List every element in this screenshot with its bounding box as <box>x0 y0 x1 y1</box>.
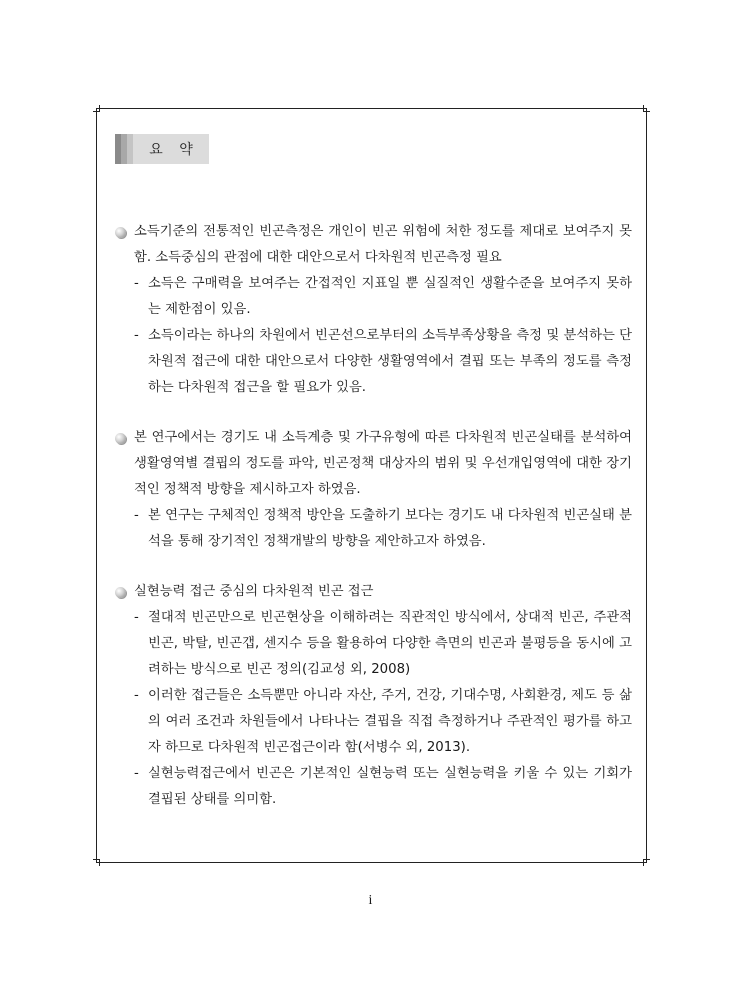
subitem-text: 소득이라는 하나의 차원에서 빈곤선으로부터의 소득부족상황을 측정 및 분석하는 단차원적 접근에 대한 대안으로서 다양한 생활영역에서 결핍 또는 부족의 정도를 측정하는 다차원적 접근을 할 필요가 있음. <box>148 328 632 395</box>
summary-section <box>112 219 632 401</box>
summary-section <box>112 425 632 555</box>
dash-marker: - <box>134 508 139 523</box>
page-number: i <box>368 893 373 908</box>
dash-marker: - <box>134 328 139 343</box>
section-subitem <box>112 271 632 323</box>
frame-corner-mark <box>643 105 650 112</box>
sphere-bullet-icon <box>115 587 126 598</box>
subitem-text: 이러한 접근들은 소득뿐만 아니라 자산, 주거, 건강, 기대수명, 사회환경, 제도 등 삶의 여러 조건과 차원들에서 나타나는 결핍을 직접 측정하거나 주관적인 평가를 하고자 하므로 다차원적 빈곤접근이라 함(서병수 외, 2013). <box>148 688 632 755</box>
subitem-text: 소득은 구매력을 보여주는 간접적인 지표일 뿐 실질적인 생활수준을 보여주지 못하는 제한점이 있음. <box>148 276 632 317</box>
sphere-bullet-icon <box>115 227 126 238</box>
section-main-point <box>112 219 632 271</box>
frame-corner-mark <box>643 859 650 866</box>
frame-corner-mark <box>93 859 100 866</box>
section-main-point <box>112 579 632 605</box>
section-main-point <box>112 425 632 503</box>
summary-content <box>112 219 632 837</box>
summary-section <box>112 579 632 813</box>
dash-marker: - <box>134 610 139 625</box>
section-subitem <box>112 323 632 401</box>
summary-frame <box>96 108 647 863</box>
dash-marker: - <box>134 688 139 703</box>
frame-corner-mark <box>93 105 100 112</box>
dash-marker: - <box>134 766 139 781</box>
subitem-text: 절대적 빈곤만으로 빈곤현상을 이해하려는 직관적인 방식에서, 상대적 빈곤, 주관적 빈곤, 박탈, 빈곤갭, 센지수 등을 활용하여 다양한 측면의 빈곤과 불평등을 동시에 고려하는 방식으로 빈곤 정의(김교성 외, 2008) <box>148 610 632 677</box>
section-main-text: 실현능력 접근 중심의 다차원적 빈곤 접근 <box>134 584 374 599</box>
summary-heading-label: 요 약 <box>133 134 209 164</box>
section-subitem <box>112 503 632 555</box>
section-subitem <box>112 605 632 683</box>
subitem-text: 본 연구는 구체적인 정책적 방안을 도출하기 보다는 경기도 내 다차원적 빈곤실태 분석을 통해 장기적인 정책개발의 방향을 제안하고자 하였음. <box>148 508 632 549</box>
section-main-text: 본 연구에서는 경기도 내 소득계층 및 가구유형에 따른 다차원적 빈곤실태를 분석하여 생활영역별 결핍의 정도를 파악, 빈곤정책 대상자의 범위 및 우선개입영역에 대한 장기적인 정책적 방향을 제시하고자 하였음. <box>134 430 632 497</box>
summary-heading <box>115 134 209 164</box>
sphere-bullet-icon <box>115 433 126 444</box>
section-subitem <box>112 761 632 813</box>
section-subitem <box>112 683 632 761</box>
subitem-text: 실현능력접근에서 빈곤은 기본적인 실현능력 또는 실현능력을 키울 수 있는 기회가 결핍된 상태를 의미함. <box>148 766 632 807</box>
section-main-text: 소득기준의 전통적인 빈곤측정은 개인이 빈곤 위험에 처한 정도를 제대로 보여주지 못함. 소득중심의 관점에 대한 대안으로서 다차원적 빈곤측정 필요 <box>134 224 632 265</box>
dash-marker: - <box>134 276 139 291</box>
